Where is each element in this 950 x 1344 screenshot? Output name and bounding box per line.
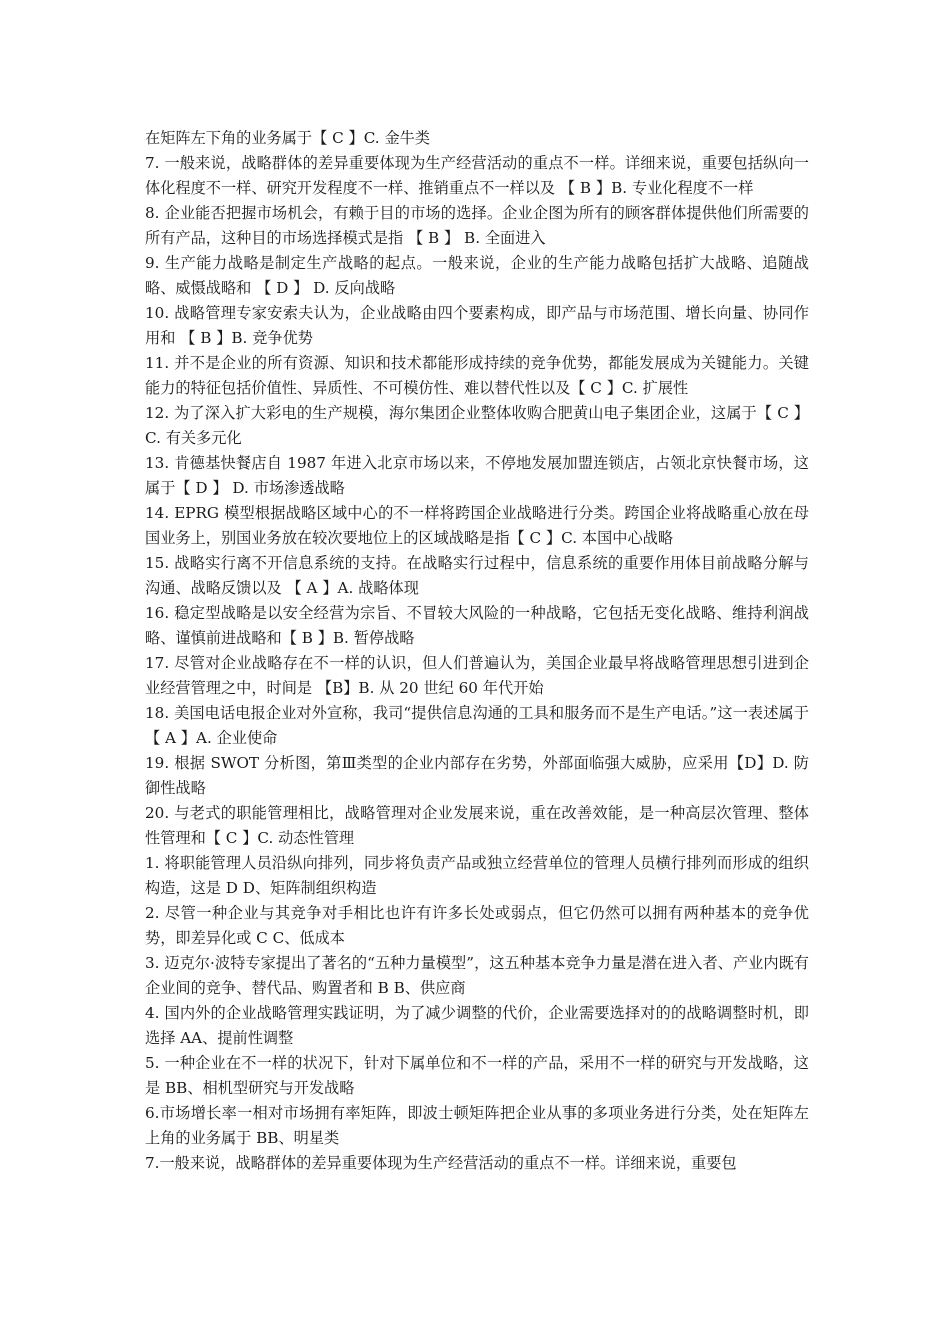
paragraph-b1: 1. 将职能管理人员沿纵向排列，同步将负责产品或独立经营单位的管理人员横行排列而形成的组织构造，这是 D D、矩阵制组织构造 (145, 854, 809, 897)
paragraph-q17: 17. 尽管对企业战略存在不一样的认识，但人们普遍认为，美国企业最早将战略管理思想引进到企业经营管理之中，时间是 【B】B. 从 20 世纪 60 年代开始 (145, 654, 809, 697)
paragraph-q9: 9. 生产能力战略是制定生产战略的起点。一般来说，企业的生产能力战略包括扩大战略、追随战略、威慑战略和 【 D 】 D. 反向战略 (145, 254, 809, 297)
paragraph-b3: 3. 迈克尔·波特专家提出了著名的“五种力量模型”，这五种基本竞争力量是潜在进入者、产业内既有企业间的竞争、替代品、购置者和 B B、供应商 (145, 954, 809, 997)
paragraph-q15: 15. 战略实行离不开信息系统的支持。在战略实行过程中，信息系统的重要作用体目前战略分解与沟通、战略反馈以及 【 A 】A. 战略体现 (145, 554, 809, 597)
paragraph-q12: 12. 为了深入扩大彩电的生产规模，海尔集团企业整体收购合肥黄山电子集团企业，这属于【 C 】C. 有关多元化 (145, 404, 809, 447)
paragraph-q13: 13. 肯德基快餐店自 1987 年进入北京市场以来，不停地发展加盟连锁店，占领北京快餐市场，这属于【 D 】 D. 市场渗透战略 (145, 454, 809, 497)
paragraph-q18: 18. 美国电话电报企业对外宣称，我司“提供信息沟通的工具和服务而不是生产电话。”这一表述属于 【 A 】A. 企业使命 (145, 704, 809, 747)
paragraph-b2: 2. 尽管一种企业与其竞争对手相比也许有许多长处或弱点，但它仍然可以拥有两种基本的竞争优势，即差异化或 C C、低成本 (145, 904, 809, 947)
paragraph-q16: 16. 稳定型战略是以安全经营为宗旨、不冒较大风险的一种战略，它包括无变化战略、维持利润战略、谨慎前进战略和【 B 】B. 暂停战略 (145, 604, 809, 647)
paragraph-q6-end: 在矩阵左下角的业务属于【 C 】C. 金牛类 (145, 129, 431, 147)
paragraph-q20: 20. 与老式的职能管理相比，战略管理对企业发展来说，重在改善效能，是一种高层次管理、整体性管理和【 C 】C. 动态性管理 (145, 804, 809, 847)
paragraph-q11: 11. 并不是企业的所有资源、知识和技术都能形成持续的竞争优势，都能发展成为关键能力。关键能力的特征包括价值性、异质性、不可模仿性、难以替代性以及【 C 】C. 扩展性 (145, 354, 809, 397)
paragraph-q8: 8. 企业能否把握市场机会，有赖于目的市场的选择。企业企图为所有的顾客群体提供他们所需要的所有产品，这种目的市场选择模式是指 【 B 】 B. 全面进入 (145, 204, 809, 247)
paragraph-q14: 14. EPRG 模型根据战略区域中心的不一样将跨国企业战略进行分类。跨国企业将战略重心放在母国业务上，别国业务放在较次要地位上的区域战略是指【 C 】C. 本国中心战略 (145, 504, 809, 547)
paragraph-q19: 19. 根据 SWOT 分析图，第Ⅲ类型的企业内部存在劣势，外部面临强大威胁，应采用【D】D. 防御性战略 (145, 754, 809, 797)
paragraph-b7-start: 7.一般来说，战略群体的差异重要体现为生产经营活动的重点不一样。详细来说，重要包 (145, 1154, 737, 1172)
paragraph-q10: 10. 战略管理专家安索夫认为，企业战略由四个要素构成，即产品与市场范围、增长向量、协同作用和 【 B 】B. 竞争优势 (145, 304, 809, 347)
paragraph-b4: 4. 国内外的企业战略管理实践证明，为了减少调整的代价，企业需要选择对的的战略调整时机，即选择 AA、提前性调整 (145, 1004, 809, 1047)
document-body (145, 126, 809, 1176)
paragraph-b5: 5. 一种企业在不一样的状况下，针对下属单位和不一样的产品，采用不一样的研究与开发战略，这是 BB、相机型研究与开发战略 (145, 1054, 809, 1097)
paragraph-q7: 7. 一般来说，战略群体的差异重要体现为生产经营活动的重点不一样。详细来说，重要包括纵向一体化程度不一样、研究开发程度不一样、推销重点不一样以及 【 B 】B. 专业化程度不一样 (145, 154, 809, 197)
paragraph-b6: 6.市场增长率一相对市场拥有率矩阵，即波士顿矩阵把企业从事的多项业务进行分类，处在矩阵左上角的业务属于 BB、明星类 (145, 1104, 809, 1147)
